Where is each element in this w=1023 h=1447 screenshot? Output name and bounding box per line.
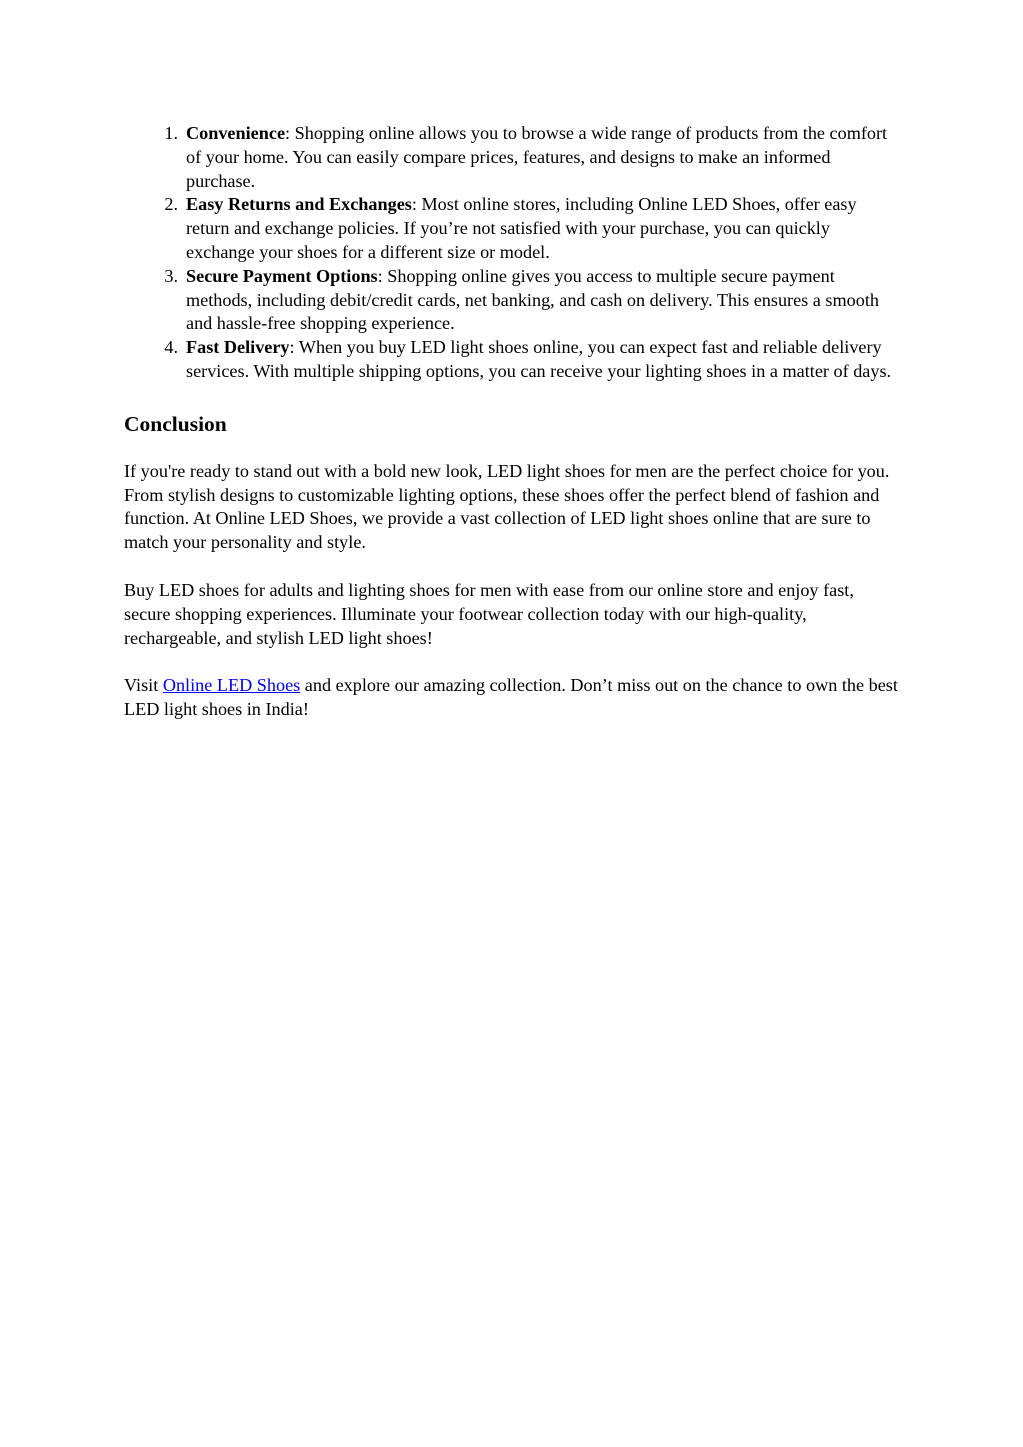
list-item (164, 336, 899, 384)
list-item-text: : When you buy LED light shoes online, you can expect fast and reliable delivery services. With multiple shipping options, you can receive your lighting shoes in a matter of days. (186, 337, 892, 381)
list-item-term: Convenience (186, 123, 286, 143)
list-item-number: 3. (164, 265, 178, 286)
list-item-text: : Shopping online allows you to browse a wide range of products from the comfort of your home. You can easily compare prices, features, and designs to make an informed purchase. (186, 123, 888, 191)
conclusion-paragraph-1: If you're ready to stand out with a bold new look, LED light shoes for men are the perfect choice for you. From stylish designs to customizable lighting options, these shoes offer the perfect blend of fashion and function. At Online LED Shoes, we provide a vast collection of LED light shoes online that are sure to match your personality and style. (124, 460, 890, 553)
list-item-text: : Most online stores, including Online LED Shoes, offer easy return and exchange policies. If you’re not satisfied with your purchase, you can quickly exchange your shoes for a different size or model. (186, 194, 857, 262)
list-item-text: : Shopping online gives you access to multiple secure payment methods, including debit/credit cards, net banking, and cash on delivery. This ensures a smooth and hassle-free shopping experience. (186, 265, 879, 334)
visit-text: Visit (124, 675, 163, 696)
list-item-term: Secure Payment Options (186, 265, 378, 286)
online-led-shoes-link[interactable]: Online LED Shoes (162, 675, 301, 696)
benefits-list (124, 122, 899, 384)
list-item (164, 122, 899, 193)
list-item-number: 2. (164, 194, 178, 215)
conclusion-paragraph-2: Buy LED shoes for adults and lighting shoes for men with ease from our online store and enjoy fast, secure shopping experiences. Illuminate your footwear collection today with our high-quality, rechargeable, and stylish LED light shoes! (124, 579, 854, 648)
list-item-number: 4. (164, 337, 178, 358)
page-content (124, 122, 899, 722)
list-item-term: Easy Returns and Exchanges (186, 194, 412, 215)
conclusion-heading: Conclusion (124, 411, 227, 436)
collection-text: and explore our amazing collection. Don’t miss out on the chance to own the best LED light shoes in India! (124, 675, 898, 720)
list-item-number: 1. (164, 123, 178, 143)
list-item (164, 193, 899, 264)
list-item (164, 265, 899, 336)
conclusion-paragraph-3 (124, 674, 899, 722)
list-item-term: Fast Delivery (186, 337, 290, 358)
